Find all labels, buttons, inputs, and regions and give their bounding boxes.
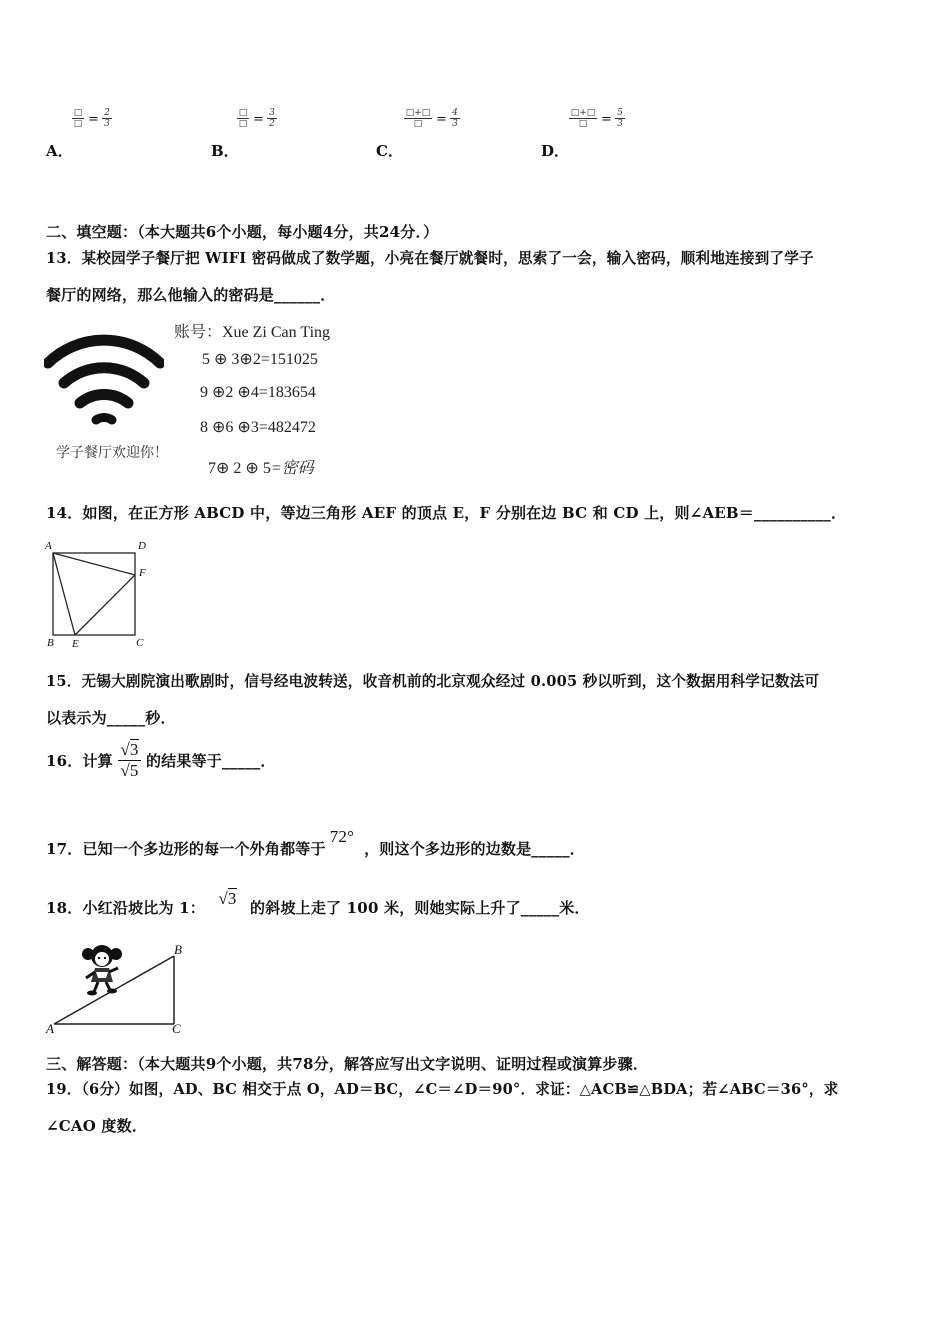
q16-numerator-value: 3 bbox=[129, 740, 139, 759]
option-c-letter: C． bbox=[376, 142, 403, 160]
q19-line1: 19．（6分）如图，AD、BC 相交于点 O，AD＝BC，∠C＝∠D＝90°．求证：△ACB≌△BDA；若∠ABC＝36°，求 bbox=[46, 1081, 839, 1098]
option-c-left-num: □+□ bbox=[405, 108, 431, 118]
wifi-line-1-a: 5 bbox=[202, 351, 210, 368]
wifi-line-2-result: =183654 bbox=[258, 384, 316, 401]
section3-header: 三、解答题：（本大题共9个小题，共78分，解答应写出文字说明、证明过程或演算步骤． bbox=[46, 1055, 649, 1073]
wifi-figure bbox=[44, 315, 354, 480]
q14-text: 14．如图，在正方形 ABCD 中，等边三角形 AEF 的顶点 E，F 分别在边 BC 和 CD 上，则∠AEB＝__________． bbox=[46, 504, 847, 522]
label-b: B bbox=[47, 637, 54, 649]
slope-figure bbox=[44, 938, 194, 1038]
wifi-account: 账号：Xue Zi Can Ting bbox=[174, 324, 331, 341]
q18-sqrt bbox=[210, 889, 244, 908]
wifi-line-1 bbox=[202, 349, 318, 369]
wifi-line-4-result: =密码 bbox=[270, 460, 314, 477]
option-b-letter: B． bbox=[211, 142, 239, 160]
option-d-left-den: □ bbox=[569, 118, 597, 129]
q18-sqrt-radical: √ bbox=[218, 889, 228, 908]
q17 bbox=[46, 827, 585, 859]
option-b-right-den: 2 bbox=[267, 118, 277, 129]
option-d-right-num: 5 bbox=[617, 108, 623, 118]
label-f: F bbox=[139, 567, 146, 579]
circle-plus-icon: ⊕ bbox=[237, 384, 251, 401]
label-c: C bbox=[136, 637, 144, 649]
wifi-line-2 bbox=[200, 382, 316, 402]
option-c-left-den: □ bbox=[404, 118, 432, 129]
q15-line2: 以表示为_____秒． bbox=[46, 709, 176, 727]
q13-line1: 13．某校园学子餐厅把 WIFI 密码做成了数学题，小亮在餐厅就餐时，思索了一会，输入密码，顺利地连接到了学子 bbox=[46, 250, 814, 267]
option-a-right-den: 3 bbox=[102, 118, 112, 129]
square-figure bbox=[44, 540, 154, 652]
option-c-right-den: 3 bbox=[450, 118, 460, 129]
circle-plus-icon: ⊕ bbox=[237, 419, 251, 436]
wifi-line-2-a: 9 bbox=[200, 384, 208, 401]
option-a-right-num: 2 bbox=[104, 108, 110, 118]
q13-line2: 餐厅的网络，那么他输入的密码是______． bbox=[46, 286, 336, 304]
label-d: D bbox=[138, 540, 146, 552]
wifi-line-4 bbox=[208, 455, 314, 478]
wifi-line-4-b: 2 bbox=[233, 460, 242, 477]
wifi-line-2-b: 2 bbox=[225, 384, 234, 401]
q18-suffix: 的斜坡上走了 100 米，则她实际上升了_____米． bbox=[250, 899, 590, 917]
girl-icon bbox=[80, 942, 126, 996]
option-d-eq: = bbox=[601, 112, 612, 127]
label-e: E bbox=[72, 638, 79, 650]
wifi-line-3 bbox=[200, 417, 316, 437]
option-c-eq: = bbox=[436, 112, 447, 127]
wifi-line-4-a: 7 bbox=[208, 460, 216, 477]
q16-numerator-radical: √ bbox=[120, 740, 130, 759]
circle-plus-icon: ⊕ bbox=[239, 351, 253, 368]
option-b-eq: = bbox=[253, 112, 264, 127]
wifi-line-1-result: =151025 bbox=[260, 351, 318, 368]
wifi-line-3-c: 3 bbox=[250, 419, 259, 436]
q16 bbox=[46, 740, 276, 800]
q16-denominator bbox=[118, 761, 140, 781]
q16-numerator bbox=[118, 740, 140, 761]
q17-angle: 72° bbox=[329, 827, 355, 846]
q18 bbox=[46, 889, 590, 918]
option-b-left-den: □ bbox=[238, 119, 248, 129]
option-a-left-num: □ bbox=[73, 108, 83, 118]
q17-prefix: 17．已知一个多边形的每一个外角都等于 bbox=[46, 840, 326, 858]
q19-line2: ∠CAO 度数． bbox=[46, 1117, 148, 1135]
q16-suffix: 的结果等于_____． bbox=[145, 752, 276, 770]
wifi-line-4-c: 5 bbox=[262, 460, 271, 477]
option-d-left-num: □+□ bbox=[570, 108, 596, 118]
wifi-welcome: 学子餐厅欢迎你！ bbox=[56, 445, 168, 461]
q16-denominator-radical: √ bbox=[120, 761, 130, 780]
wifi-line-3-b: 6 bbox=[225, 419, 234, 436]
circle-plus-icon: ⊕ bbox=[214, 351, 228, 368]
wifi-line-2-c: 4 bbox=[250, 384, 259, 401]
q17-suffix: ，则这个多边形的边数是_____． bbox=[364, 840, 585, 858]
circle-plus-icon: ⊕ bbox=[245, 460, 259, 477]
wifi-line-3-result: =482472 bbox=[258, 419, 316, 436]
option-c-right-num: 4 bbox=[452, 108, 458, 118]
wifi-line-3-a: 8 bbox=[200, 419, 208, 436]
square-diagram bbox=[44, 540, 154, 652]
option-a-letter: A． bbox=[46, 142, 73, 160]
circle-plus-icon: ⊕ bbox=[216, 460, 230, 477]
option-b-left-num: □ bbox=[238, 108, 248, 118]
option-a-left-den: □ bbox=[73, 119, 83, 129]
section2-header: 二、填空题：（本大题共6个小题，每小题4分，共24分．） bbox=[46, 223, 439, 241]
q18-sqrt-value: 3 bbox=[227, 889, 237, 908]
label-a: A bbox=[45, 540, 52, 552]
wifi-line-1-c: 2 bbox=[252, 351, 261, 368]
q16-fraction bbox=[118, 740, 140, 781]
q18-prefix: 18．小红沿坡比为 1： bbox=[46, 899, 205, 917]
option-a-eq: = bbox=[88, 112, 99, 127]
slope-label-b: B bbox=[174, 942, 182, 957]
option-b-right-num: 3 bbox=[269, 108, 275, 118]
q16-denominator-value: 5 bbox=[129, 761, 139, 780]
option-d-right-den: 3 bbox=[615, 118, 625, 129]
wifi-line-1-b: 3 bbox=[231, 351, 240, 368]
slope-label-a: A bbox=[46, 1021, 54, 1036]
wifi-icon bbox=[44, 323, 164, 433]
option-d-letter: D． bbox=[541, 142, 570, 160]
circle-plus-icon: ⊕ bbox=[212, 419, 226, 436]
q16-prefix: 16．计算 bbox=[46, 752, 113, 770]
q15-line1: 15．无锡大剧院演出歌剧时，信号经电波转送，收音机前的北京观众经过 0.005 秒以听到，这个数据用科学记数法可 bbox=[46, 673, 820, 690]
circle-plus-icon: ⊕ bbox=[212, 384, 226, 401]
slope-label-c: C bbox=[172, 1021, 181, 1036]
